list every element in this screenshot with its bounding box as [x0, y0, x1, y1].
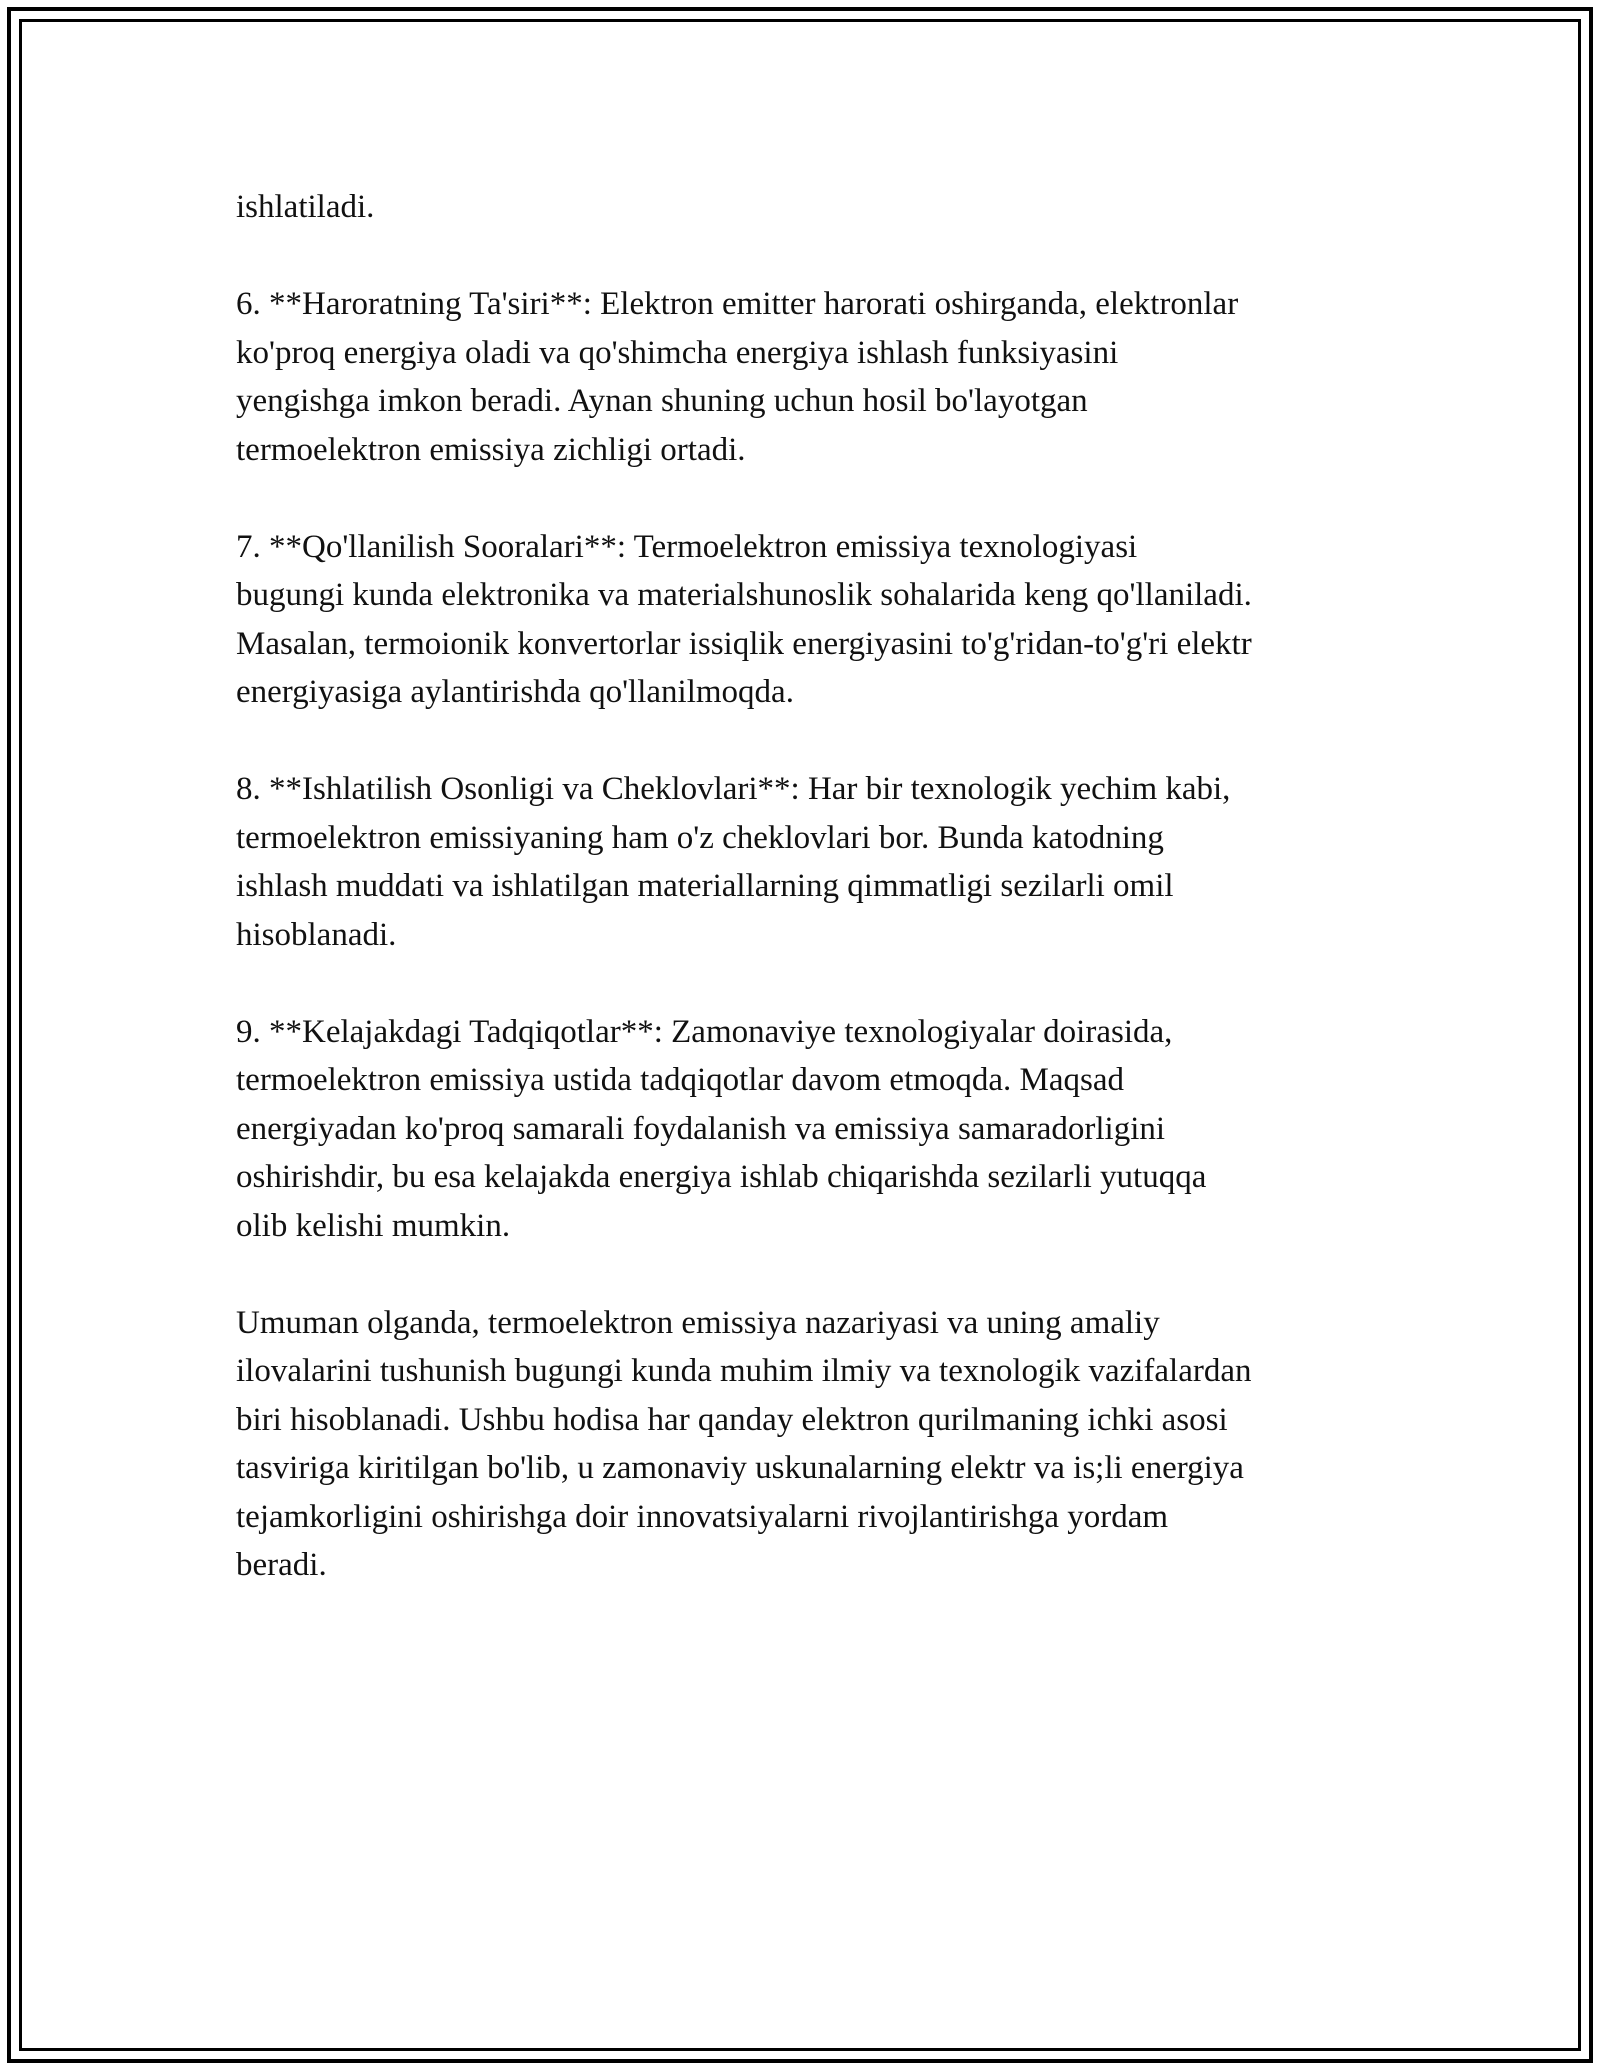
- paragraph-conclusion: Umuman olganda, termoelektron emissiya nazariyasi va uning amaliy ilovalarini tushunish bugungi kunda muhim ilmiy va texnologik vazifalardan biri hisoblanadi. Ushbu hodisa har qanday elektron qurilmaning ichki asosi tasviriga kiritilgan bo'lib, u zamonaviy uskunalarning elektr va is;li energiya tejamkorligini oshirishga doir innovatsiyalarni rivojlantirishga yordam beradi.: [236, 1304, 1252, 1583]
- list-item-7-qollanilish-sooralari: 7. **Qo'llanilish Sooralari**: Termoelektron emissiya texnologiyasi bugungi kunda elektronika va materialshunoslik sohalarida keng qo'llaniladi. Masalan, termoionik konvertorlar issiqlik energiyasini to'g'ridan-to'g'ri elektr energiyasiga aylantirishda qo'llanilmoqda.: [236, 528, 1252, 710]
- list-item-8-ishlatilish-osonligi: 8. **Ishlatilish Osonligi va Cheklovlari**: Har bir texnologik yechim kabi, termoelektron emissiyaning ham o'z cheklovlari bor. Bunda katodning ishlash muddati va ishlatilgan materiallarning qimmatligi sezilarli omil hisoblanadi.: [236, 771, 1231, 953]
- list-item-6-haroratning-tasiri: 6. **Haroratning Ta'siri**: Elektron emitter harorati oshirganda, elektronlar ko'proq energiya oladi va qo'shimcha energiya ishlash funksiyasini yengishga imkon beradi. Aynan shuning uchun hosil bo'layotgan termoelektron emissiya zichligi ortadi.: [236, 286, 1239, 468]
- paragraph-continuation: ishlatiladi.: [236, 189, 375, 225]
- document-body: [236, 183, 1386, 1638]
- list-item-9-kelajakdagi-tadqiqotlar: 9. **Kelajakdagi Tadqiqotlar**: Zamonaviye texnologiyalar doirasida, termoelektron emissiya ustida tadqiqotlar davom etmoqda. Maqsad energiyadan ko'proq samarali foydalanish va emissiya samaradorligini oshirishdir, bu esa kelajakda energiya ishlab chiqarishda sezilarli yutuqqa olib kelishi mumkin.: [236, 1013, 1207, 1244]
